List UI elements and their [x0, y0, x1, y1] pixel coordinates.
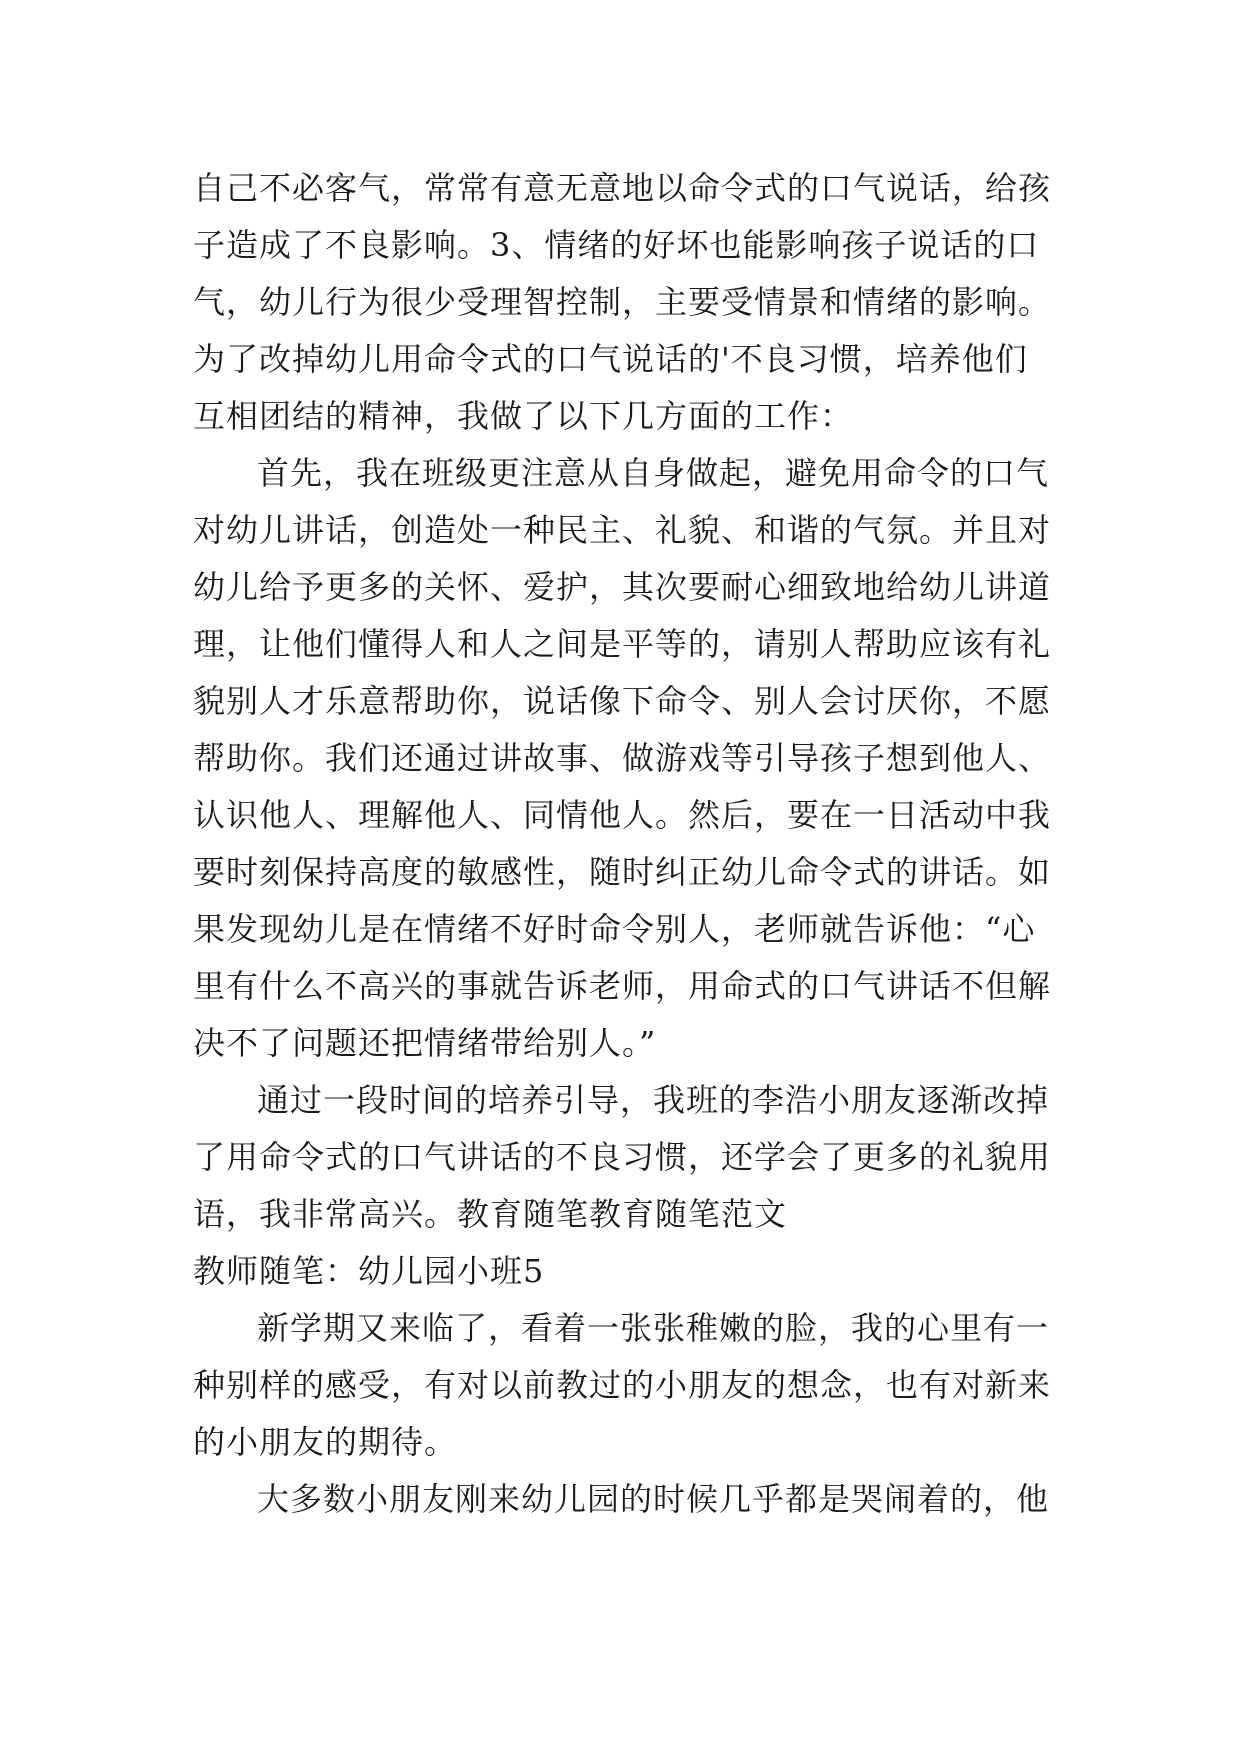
- document-body: [193, 160, 1073, 1528]
- text-line: 的小朋友的期待。: [193, 1423, 458, 1461]
- paragraph: [193, 1471, 1073, 1528]
- section-heading: 教师随笔：幼儿园小班5: [193, 1252, 545, 1290]
- text-line: 种别样的感受，有对以前教过的小朋友的想念，也有对新来: [193, 1366, 1052, 1404]
- text-line: 子造成了不良影响。3、情绪的好坏也能影响孩子说话的口: [193, 226, 1040, 264]
- text-line: 新学期又来临了，看着一张张稚嫩的脸，我的心里有一: [257, 1309, 1050, 1347]
- text-line: 气，幼儿行为很少受理智控制，主要受情景和情绪的影响。: [193, 283, 1052, 321]
- paragraph: [193, 1072, 1073, 1243]
- text-line: 通过一段时间的培养引导，我班的李浩小朋友逐渐改掉: [257, 1081, 1050, 1119]
- text-line: 了用命令式的口气讲话的不良习惯，还学会了更多的礼貌用: [193, 1138, 1052, 1176]
- text-line: 对幼儿讲话，创造处一种民主、礼貌、和谐的气氛。并且对: [193, 511, 1052, 549]
- text-line: 自己不必客气，常常有意无意地以命令式的口气说话，给孩: [193, 169, 1052, 207]
- paragraph: [193, 160, 1073, 445]
- paragraph: [193, 445, 1073, 1072]
- text-line: 决不了问题还把情绪带给别人。”: [193, 1024, 657, 1062]
- text-line: 幼儿给予更多的关怀、爱护，其次要耐心细致地给幼儿讲道: [193, 568, 1052, 606]
- text-line: 要时刻保持高度的敏感性，随时纠正幼儿命令式的讲话。如: [193, 853, 1052, 891]
- text-line: 认识他人、理解他人、同情他人。然后，要在一日活动中我: [193, 796, 1052, 834]
- text-line: 里有什么不高兴的事就告诉老师，用命式的口气讲话不但解: [193, 967, 1052, 1005]
- text-line: 果发现幼儿是在情绪不好时命令别人，老师就告诉他：“心: [193, 910, 1036, 948]
- text-line: 大多数小朋友刚来幼儿园的时候几乎都是哭闹着的，他: [257, 1480, 1050, 1518]
- text-line: 首先，我在班级更注意从自身做起，避免用命令的口气: [257, 454, 1050, 492]
- text-line: 语，我非常高兴。教育随笔教育随笔范文: [193, 1195, 788, 1233]
- text-line: 貌别人才乐意帮助你，说话像下命令、别人会讨厌你，不愿: [193, 682, 1052, 720]
- text-line: 帮助你。我们还通过讲故事、做游戏等引导孩子想到他人、: [193, 739, 1052, 777]
- text-line: 理，让他们懂得人和人之间是平等的，请别人帮助应该有礼: [193, 625, 1052, 663]
- paragraph: [193, 1300, 1073, 1471]
- text-line: 为了改掉幼儿用命令式的口气说话的'不良习惯，培养他们: [193, 340, 1028, 378]
- text-line: 互相团结的精神，我做了以下几方面的工作：: [193, 397, 854, 435]
